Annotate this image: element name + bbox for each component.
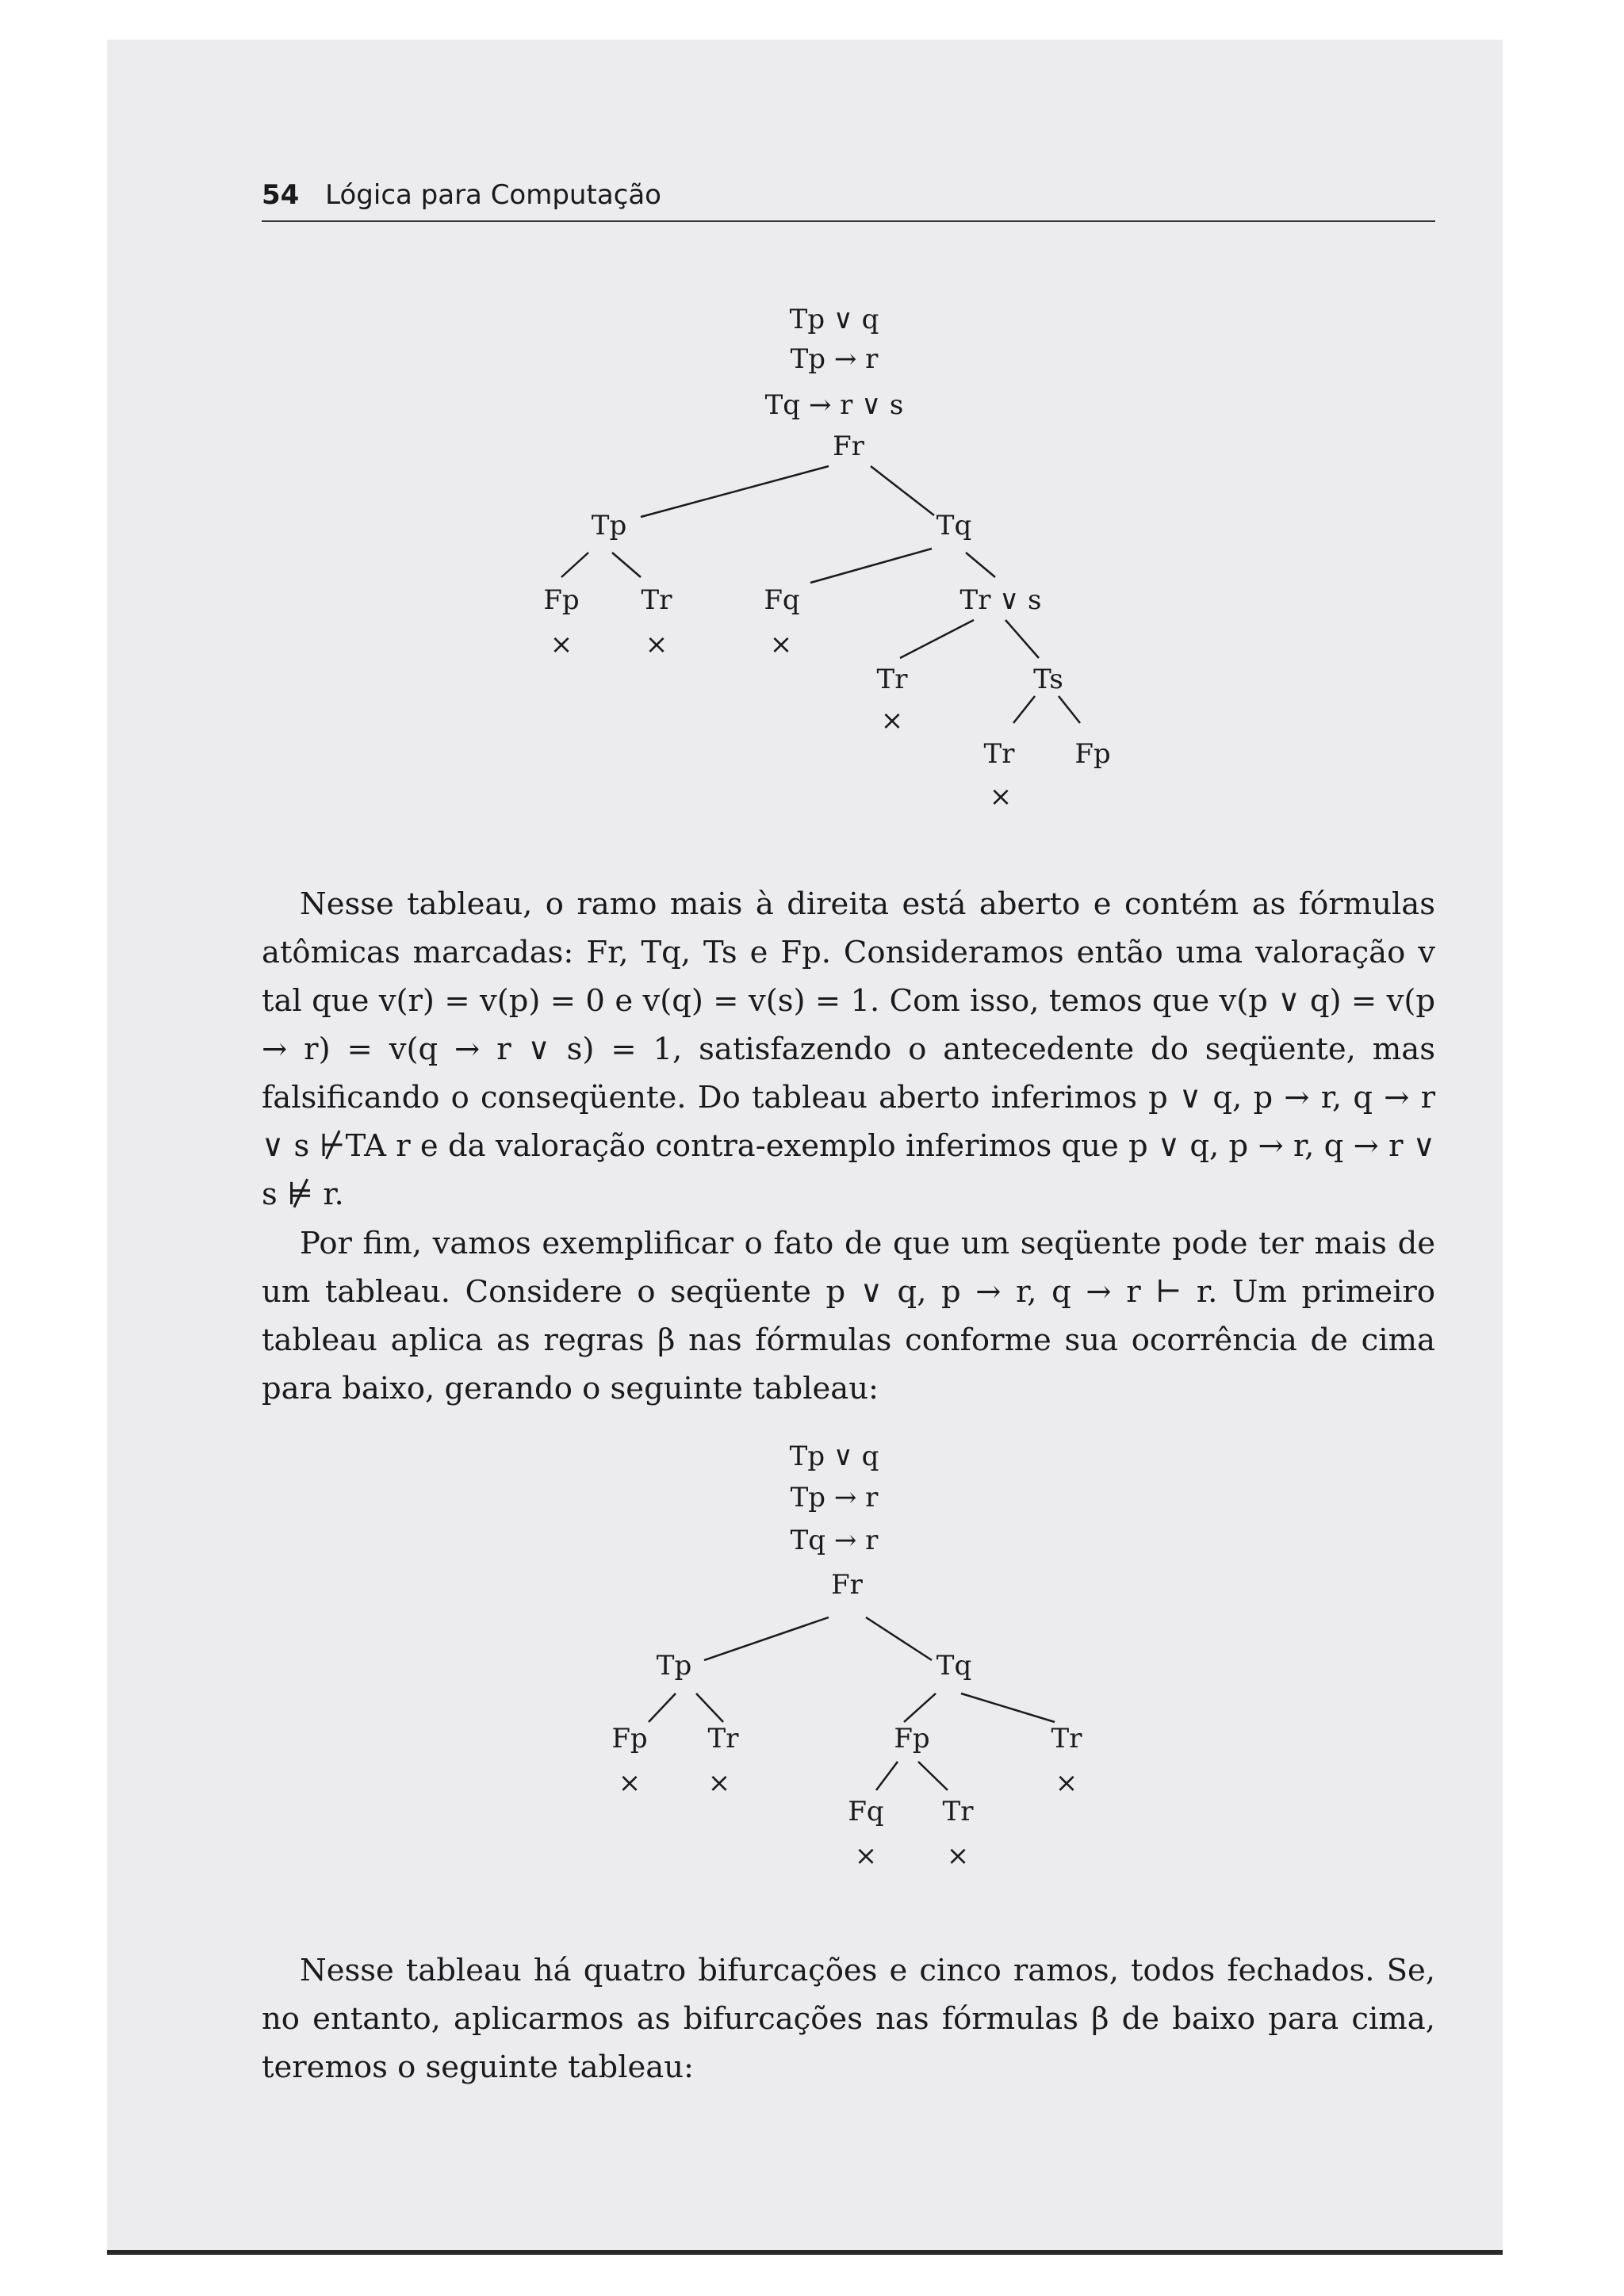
- t2-fp-child-1: Fq: [848, 1796, 884, 1827]
- t2-right-label: Tq: [936, 1650, 972, 1682]
- edge-tq-tr: [961, 1693, 1055, 1722]
- t1-closed-mark: ×: [989, 781, 1013, 813]
- t2-root-2: Tp → r: [790, 1482, 879, 1513]
- t1-ts-child-2: Fp: [1074, 738, 1111, 770]
- t2-root-1: Tp ∨ q: [789, 1441, 879, 1472]
- t2-left-child-2: Tr: [707, 1723, 739, 1755]
- t1-closed-mark: ×: [550, 629, 573, 660]
- running-title: Lógica para Computação: [325, 179, 661, 211]
- t1-trvs-child-2: Ts: [1033, 664, 1063, 695]
- t1-left-child-1: Fp: [543, 584, 580, 616]
- t1-closed-mark: ×: [645, 629, 668, 660]
- t1-right-label: Tq: [936, 510, 972, 541]
- edge-fp-tr: [918, 1762, 948, 1790]
- edge-fr-tp: [704, 1617, 829, 1660]
- t2-closed-mark: ×: [1055, 1767, 1078, 1799]
- edge-fp-fq: [876, 1762, 898, 1790]
- t1-root-4: Fr: [833, 430, 864, 462]
- t2-closed-mark: ×: [946, 1840, 970, 1872]
- t1-closed-mark: ×: [769, 629, 793, 660]
- t2-right-child-2: Tr: [1051, 1723, 1082, 1755]
- paragraph-2: Por fim, vamos exemplificar o fato de que um seqüente pode ter mais de um tableau. Considere o seqüente p ∨ q, p → r, q → r ⊢ r. Um primeiro tableau aplica as regras β nas fórmulas conforme sua ocorrência de cima para baixo, gerando o seguinte tableau:: [262, 1226, 1435, 1406]
- paragraph-1: Nesse tableau, o ramo mais à direita está aberto e contém as fórmulas atômicas marcadas: Fr, Tq, Ts e Fp. Consideramos então uma valoração v tal que v(r) = v(p) = 0 e v(q) = v(s) = 1. Com isso, temos que v(p ∨ q) = v(p → r) = v(q → r ∨ s) = 1, satisfazendo o antecedente do seqüente, mas falsificando o conseqüente. Do tableau aberto inferimos p ∨ q, p → r, q → r ∨ s ⊬TA r e da valoração contra-exemplo inferimos que p ∨ q, p → r, q → r ∨ s ⊭ r.: [262, 886, 1435, 1212]
- t2-closed-mark: ×: [707, 1767, 731, 1799]
- t1-closed-mark: ×: [880, 705, 904, 737]
- t1-root-3: Tq → r ∨ s: [764, 389, 904, 421]
- edge-tq-fp: [904, 1693, 936, 1722]
- edge-tp-tr: [696, 1693, 723, 1722]
- t1-right-child-1: Fq: [764, 584, 800, 616]
- t2-closed-mark: ×: [618, 1767, 642, 1799]
- edge-tp-fp: [649, 1693, 676, 1722]
- t1-ts-child-1: Tr: [983, 738, 1015, 770]
- page-bottom-edge: [107, 2250, 1503, 2255]
- t1-left-child-2: Tr: [641, 584, 672, 616]
- edge-fr-tq: [866, 1617, 932, 1660]
- page-number: 54: [262, 179, 300, 211]
- t1-trvs-child-1: Tr: [876, 664, 908, 695]
- t2-left-label: Tp: [656, 1650, 692, 1682]
- t2-root-4: Fr: [831, 1569, 863, 1601]
- paragraph-3: Nesse tableau há quatro bifurcações e cinco ramos, todos fechados. Se, no entanto, aplicarmos as bifurcações nas fórmulas β de baixo para cima, teremos o seguinte tableau:: [262, 1953, 1435, 2085]
- t1-root-2: Tp → r: [790, 343, 879, 375]
- t2-fp-child-2: Tr: [942, 1796, 974, 1827]
- t1-root-1: Tp ∨ q: [789, 304, 879, 335]
- t1-right-child-2: Tr ∨ s: [959, 584, 1042, 616]
- t2-right-child-1: Fp: [894, 1723, 930, 1755]
- t1-left-label: Tp: [591, 510, 627, 541]
- t2-closed-mark: ×: [854, 1840, 878, 1872]
- t2-left-child-1: Fp: [611, 1723, 648, 1755]
- t2-root-3: Tq → r: [790, 1525, 879, 1556]
